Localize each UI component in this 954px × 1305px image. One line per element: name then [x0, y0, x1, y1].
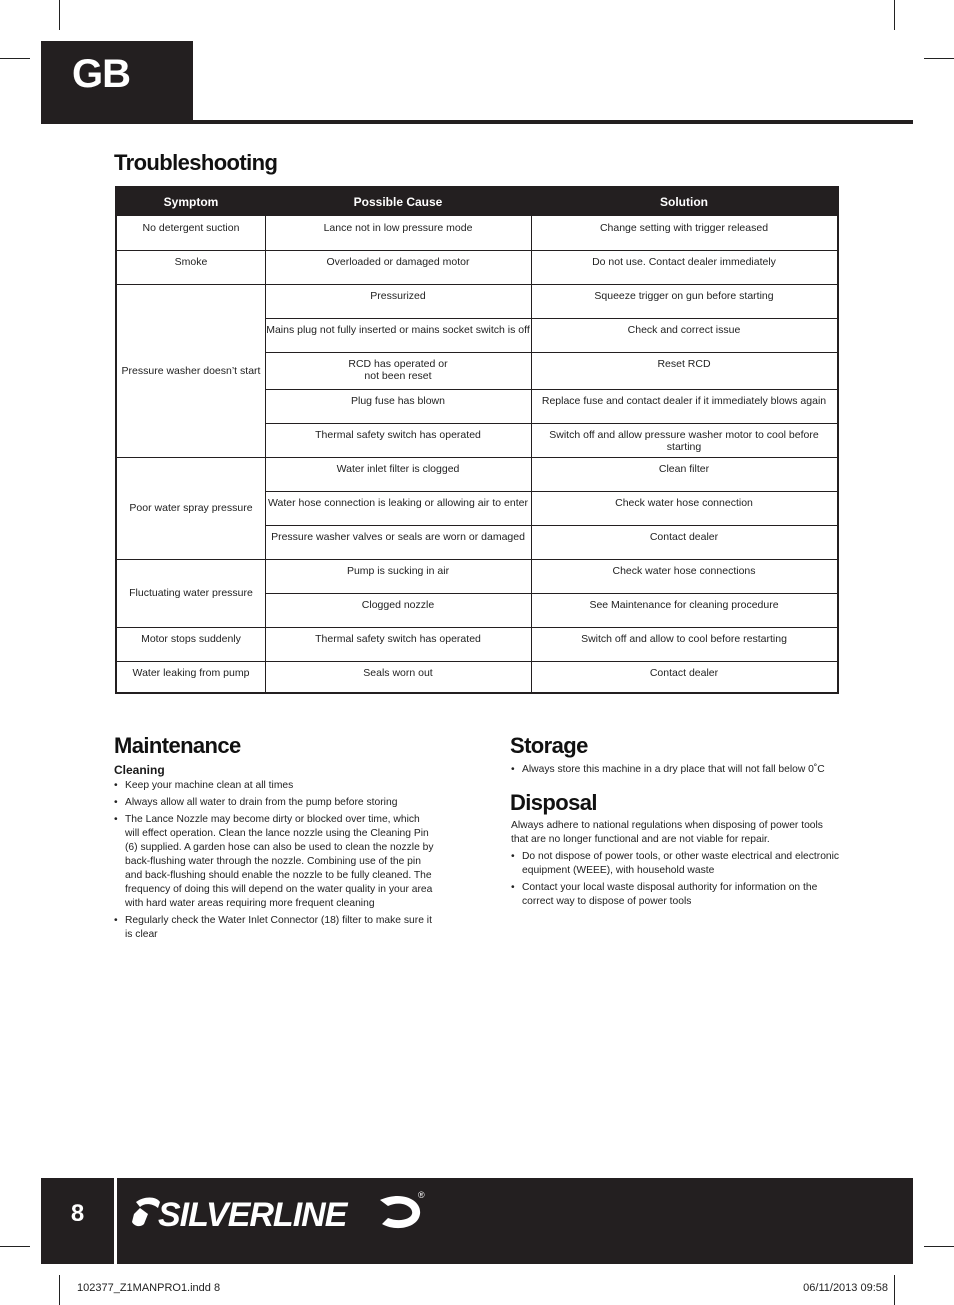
list-item: • Do not dispose of power tools, or other waste electrical and electronic equipment (WEEE), with household waste [511, 851, 840, 876]
row-divider [265, 593, 837, 594]
header-rule [41, 120, 913, 124]
registered-mark: ® [418, 1190, 425, 1200]
logo-wordmark: SILVERLINE [158, 1196, 347, 1234]
cause-cell: Clogged nozzle [361, 599, 435, 611]
cause-cell: Thermal safety switch has operated [315, 633, 481, 645]
symptom-cell: Motor stops suddenly [141, 633, 241, 645]
list-item: • Keep your machine clean at all times [114, 780, 294, 791]
column-header-cause: Possible Cause [353, 195, 443, 209]
solution-cell: Switch off and allow to cool before restarting [581, 633, 787, 645]
disposal-intro: Always adhere to national regulations when disposing of power tools that are no longer functional and are not viable for repair. [511, 820, 823, 845]
symptom-cell: No detergent suction [142, 222, 240, 234]
bullet-text: Keep your machine clean at all times [125, 780, 294, 791]
list-item: • Always store this machine in a dry place that will not fall below 0˚C [511, 764, 825, 775]
bullet-text: Always store this machine in a dry place that will not fall below 0˚C [522, 764, 825, 775]
solution-cell: Check and correct issue [627, 324, 741, 336]
bullet-text: Do not dispose of power tools, or other waste electrical and electronic equipment (WEEE), with household waste [522, 851, 840, 876]
row-divider [265, 318, 837, 319]
solution-cell: Switch off and allow pressure washer motor to cool before starting [549, 429, 819, 453]
cause-cell: Thermal safety switch has operated [315, 429, 481, 441]
page-number: 8 [70, 1200, 85, 1227]
crop-mark [59, 0, 60, 30]
crop-mark [924, 1246, 954, 1247]
solution-cell: Do not use. Contact dealer immediately [592, 256, 776, 268]
disposal-list [511, 850, 841, 912]
cause-cell: Overloaded or damaged motor [326, 256, 470, 268]
date-slug: 06/11/2013 09:58 [803, 1282, 888, 1294]
cause-cell: Water hose connection is leaking or allowing air to enter [268, 497, 528, 509]
bullet-text: The Lance Nozzle may become dirty or blocked over time, which will effect operation. Clean the lance nozzle using the Cleaning Pin (6) supplied. A garden hose can also be used to clean the nozzle by back-flushing water through the nozzle. Combining use of the pin and back-flushing should enable the nozzle to be fully cleaned. The frequency of doing this will depend on the water quality in your area with hard water areas requiring more frequent cleaning [125, 814, 434, 909]
column-header-solution: Solution [660, 195, 708, 209]
crop-mark [894, 0, 895, 30]
symptom-cell: Smoke [174, 256, 208, 268]
solution-cell: Reset RCD [657, 358, 711, 370]
symptom-cell: Water leaking from pump [132, 667, 250, 679]
cause-cell: Pressurized [370, 290, 426, 302]
list-item: • Regularly check the Water Inlet Connector (18) filter to make sure it is clear [114, 915, 432, 940]
bullet-text: Contact your local waste disposal authority for information on the correct way to dispose of power tools [522, 882, 818, 907]
cause-cell: Seals worn out [363, 667, 433, 679]
group-divider [117, 250, 837, 251]
column-divider [265, 216, 266, 693]
symptom-cell: Pressure washer doesn’t start [121, 364, 261, 377]
solution-cell: Contact dealer [649, 531, 719, 543]
silverline-logo [130, 1188, 430, 1243]
solution-cell: Replace fuse and contact dealer if it immediately blows again [541, 395, 827, 407]
row-divider [265, 423, 837, 424]
cause-cell: RCD has operated or not been reset [348, 358, 448, 382]
crop-mark [0, 1246, 30, 1247]
row-divider [265, 352, 837, 353]
troubleshooting-table [115, 186, 839, 694]
bullet-text: Regularly check the Water Inlet Connector (18) filter to make sure it is clear [125, 915, 432, 940]
cause-cell: Water inlet filter is clogged [336, 463, 460, 475]
cause-cell: Mains plug not fully inserted or mains socket switch is off [266, 324, 530, 336]
symptom-cell: Poor water spray pressure [129, 502, 253, 514]
column-header-symptom: Symptom [163, 195, 219, 209]
cause-cell: Lance not in low pressure mode [323, 222, 473, 234]
group-divider [117, 661, 837, 662]
list-item: • Contact your local waste disposal authority for information on the correct way to dispose of power tools [511, 882, 818, 907]
bullet-text: Always allow all water to drain from the pump before storing [125, 797, 398, 808]
storage-title: Storage [510, 733, 588, 758]
footer-divider [114, 1178, 117, 1264]
solution-cell: See Maintenance for cleaning procedure [589, 599, 779, 611]
maintenance-list [114, 779, 436, 945]
column-divider [531, 216, 532, 693]
row-divider [265, 389, 837, 390]
cause-cell: Plug fuse has blown [351, 395, 445, 407]
symptom-cell: Fluctuating water pressure [129, 587, 253, 599]
table-header [117, 188, 837, 216]
list-item: • Always allow all water to drain from the pump before storing [114, 797, 398, 808]
list-item: • The Lance Nozzle may become dirty or blocked over time, which will effect operation. Clean the lance nozzle using the Cleaning Pin (6) supplied. A garden hose can also be used to clean the nozzle by back-flushing water through the nozzle. Combining use of the pin and back-flushing should enable the nozzle to be fully cleaned. The frequency of doing this will depend on the water quality in your area with hard water areas requiring more frequent cleaning [114, 814, 434, 909]
cause-cell: Pressure washer valves or seals are worn or damaged [271, 531, 525, 543]
crop-mark [0, 58, 30, 59]
row-divider [265, 525, 837, 526]
group-divider [117, 627, 837, 628]
solution-cell: Clean filter [658, 463, 710, 475]
cause-cell: Pump is sucking in air [346, 565, 450, 577]
solution-cell: Check water hose connections [612, 565, 756, 577]
troubleshooting-title: Troubleshooting [114, 150, 278, 175]
region-code: GB [72, 52, 130, 96]
crop-mark [59, 1275, 60, 1305]
solution-cell: Check water hose connection [615, 497, 753, 509]
solution-cell: Change setting with trigger released [599, 222, 769, 234]
solution-cell: Squeeze trigger on gun before starting [594, 290, 774, 302]
row-divider [265, 491, 837, 492]
crop-mark [924, 58, 954, 59]
storage-list [511, 763, 841, 780]
crop-mark [894, 1275, 895, 1305]
solution-cell: Contact dealer [649, 667, 719, 679]
disposal-title: Disposal [510, 790, 597, 815]
cleaning-subtitle: Cleaning [114, 763, 165, 777]
file-slug: 102377_Z1MANPRO1.indd 8 [77, 1282, 221, 1294]
maintenance-title: Maintenance [114, 733, 241, 758]
